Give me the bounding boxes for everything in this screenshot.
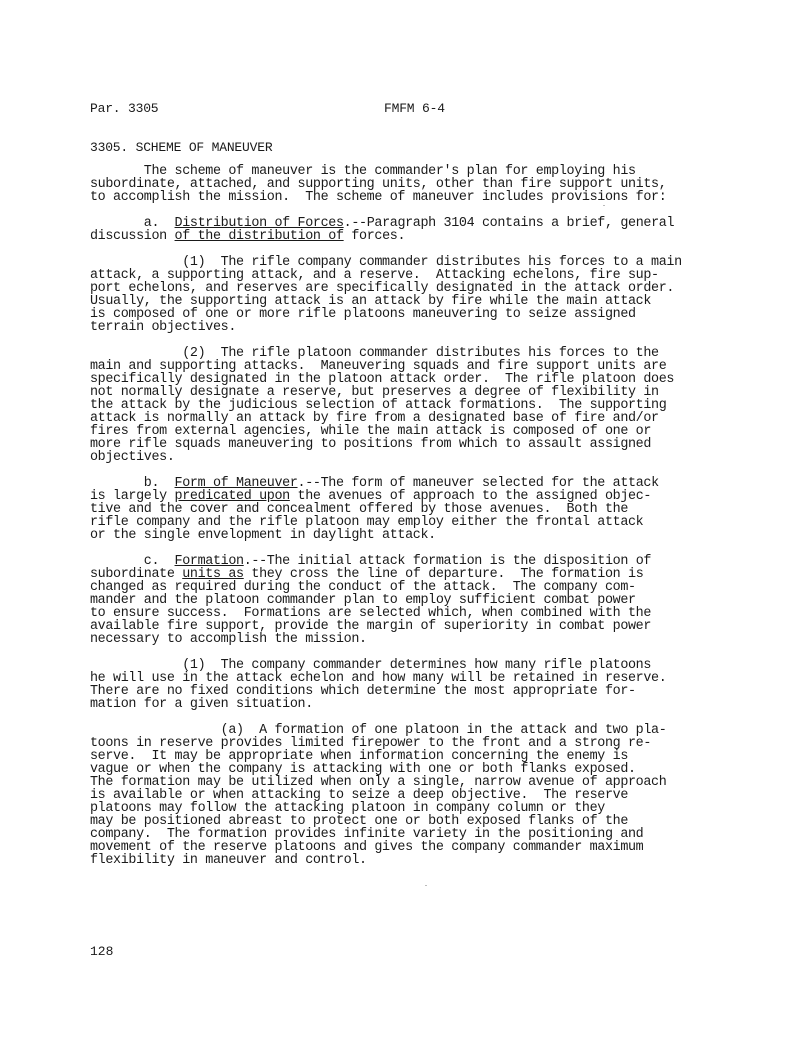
text-line: The formation may be utilized when only a single, narrow avenue of approach [90,775,667,790]
underlined-heading: Form of Maneuver [174,476,298,491]
header-paragraph-ref: Par. 3305 [90,101,159,116]
text-line: objectives. [90,450,175,465]
text-line: attack, a supporting attack, and a reserve. Attacking echelons, fire sup- [90,268,659,283]
text-line: the attack by the judicious selection of attack formations. The supporting [90,398,667,413]
text-line: fires from external agencies, while the main attack is composed of one or [90,424,652,439]
text-line: may be positioned abreast to protect one or both exposed flanks of the [90,814,628,829]
text-line: is available or when attacking to seize a deep objective. The reserve [90,788,628,803]
text-line: attack is normally an attack by fire from a designated base of fire and/or [90,411,659,426]
underlined-heading: Formation [174,554,244,569]
underlined-heading: Distribution of Forces [174,216,344,231]
text-line: to accomplish the mission. The scheme of maneuver includes provisions for: [90,190,667,205]
text-segment: .--The initial attack formation is the disposition of [243,554,652,569]
underlined-heading: units as [182,567,244,582]
text-line: tive and the cover and concealment offered by those avenues. Both the [90,502,628,517]
underlined-heading: of the distribution of [174,229,344,244]
scan-speck [603,205,605,206]
text-segment: .--The form of maneuver selected for the attack [297,476,659,491]
text-line: vague or when the company is attacking with one or both flanks exposed. [90,762,636,777]
text-line: to ensure success. Formations are selected which, when combined with the [90,606,652,621]
text-line: (a) A formation of one platoon in the attack and two pla- [90,723,667,738]
text-segment: they cross the line of departure. The formation is [243,567,644,582]
text-segment: the avenues of approach to the assigned objec- [289,489,652,504]
text-line: port echelons, and reserves are specifically designated in the attack order. [90,281,675,296]
text-segment: discussion [90,229,175,244]
text-segment: b. [90,476,175,491]
text-segment: a. [90,216,175,231]
text-line: (2) The rifle platoon commander distributes his forces to the [90,346,659,361]
text-line: changed as required during the conduct of the attack. The company com- [90,580,636,595]
text-line: terrain objectives. [90,320,237,335]
text-line: rifle company and the rifle platoon may employ either the frontal attack [90,515,644,530]
header-manual-id: FMFM 6-4 [384,101,445,116]
text-line: or the single envelopment in daylight attack. [90,528,436,543]
text-line: There are no fixed conditions which determine the most appropriate for- [90,684,636,699]
section-title: 3305. SCHEME OF MANEUVER [90,140,273,155]
text-line: platoons may follow the attacking platoon in company column or they [90,801,605,816]
text-segment: forces. [343,229,406,244]
text-line: available fire support, provide the margin of superiority in combat power [90,619,652,634]
text-line: The scheme of maneuver is the commander's plan for employing his [90,164,636,179]
text-line: necessary to accomplish the mission. [90,632,367,647]
text-line: (1) The company commander determines how many rifle platoons [90,658,652,673]
text-segment: .--Paragraph 3104 contains a brief, general [343,216,675,231]
text-line: he will use in the attack echelon and how many will be retained in reserve. [90,671,667,686]
text-line: flexibility in maneuver and control. [90,853,367,868]
text-line: mander and the platoon commander plan to employ sufficient combat power [90,593,636,608]
text-line: serve. It may be appropriate when information concerning the enemy is [90,749,628,764]
text-line: subordinate, attached, and supporting units, other than fire support units, [90,177,667,192]
text-line: more rifle squads maneuvering to positions from which to assault assigned [90,437,652,452]
underlined-heading: predicated upon [174,489,290,504]
text-line: movement of the reserve platoons and gives the company commander maximum [90,840,644,855]
text-line: is composed of one or more rifle platoons maneuvering to seize assigned [90,307,636,322]
text-line: main and supporting attacks. Maneuvering squads and fire support units are [90,359,667,374]
text-line: company. The formation provides infinite variety in the positioning and [90,827,644,842]
page-number: 128 [90,944,114,959]
text-segment: is largely [90,489,175,504]
text-segment: c. [90,554,175,569]
text-line: Usually, the supporting attack is an attack by fire while the main attack [90,294,652,309]
text-line: (1) The rifle company commander distributes his forces to a main [90,255,682,270]
text-line: toons in reserve provides limited firepower to the front and a strong re- [90,736,652,751]
scan-speck [425,885,427,886]
text-line [90,230,405,243]
text-line: mation for a given situation. [90,697,313,712]
text-segment: subordinate [90,567,183,582]
text-line: specifically designated in the platoon attack order. The rifle platoon does [90,372,675,387]
text-line: not normally designate a reserve, but preserves a degree of flexibility in [90,385,659,400]
